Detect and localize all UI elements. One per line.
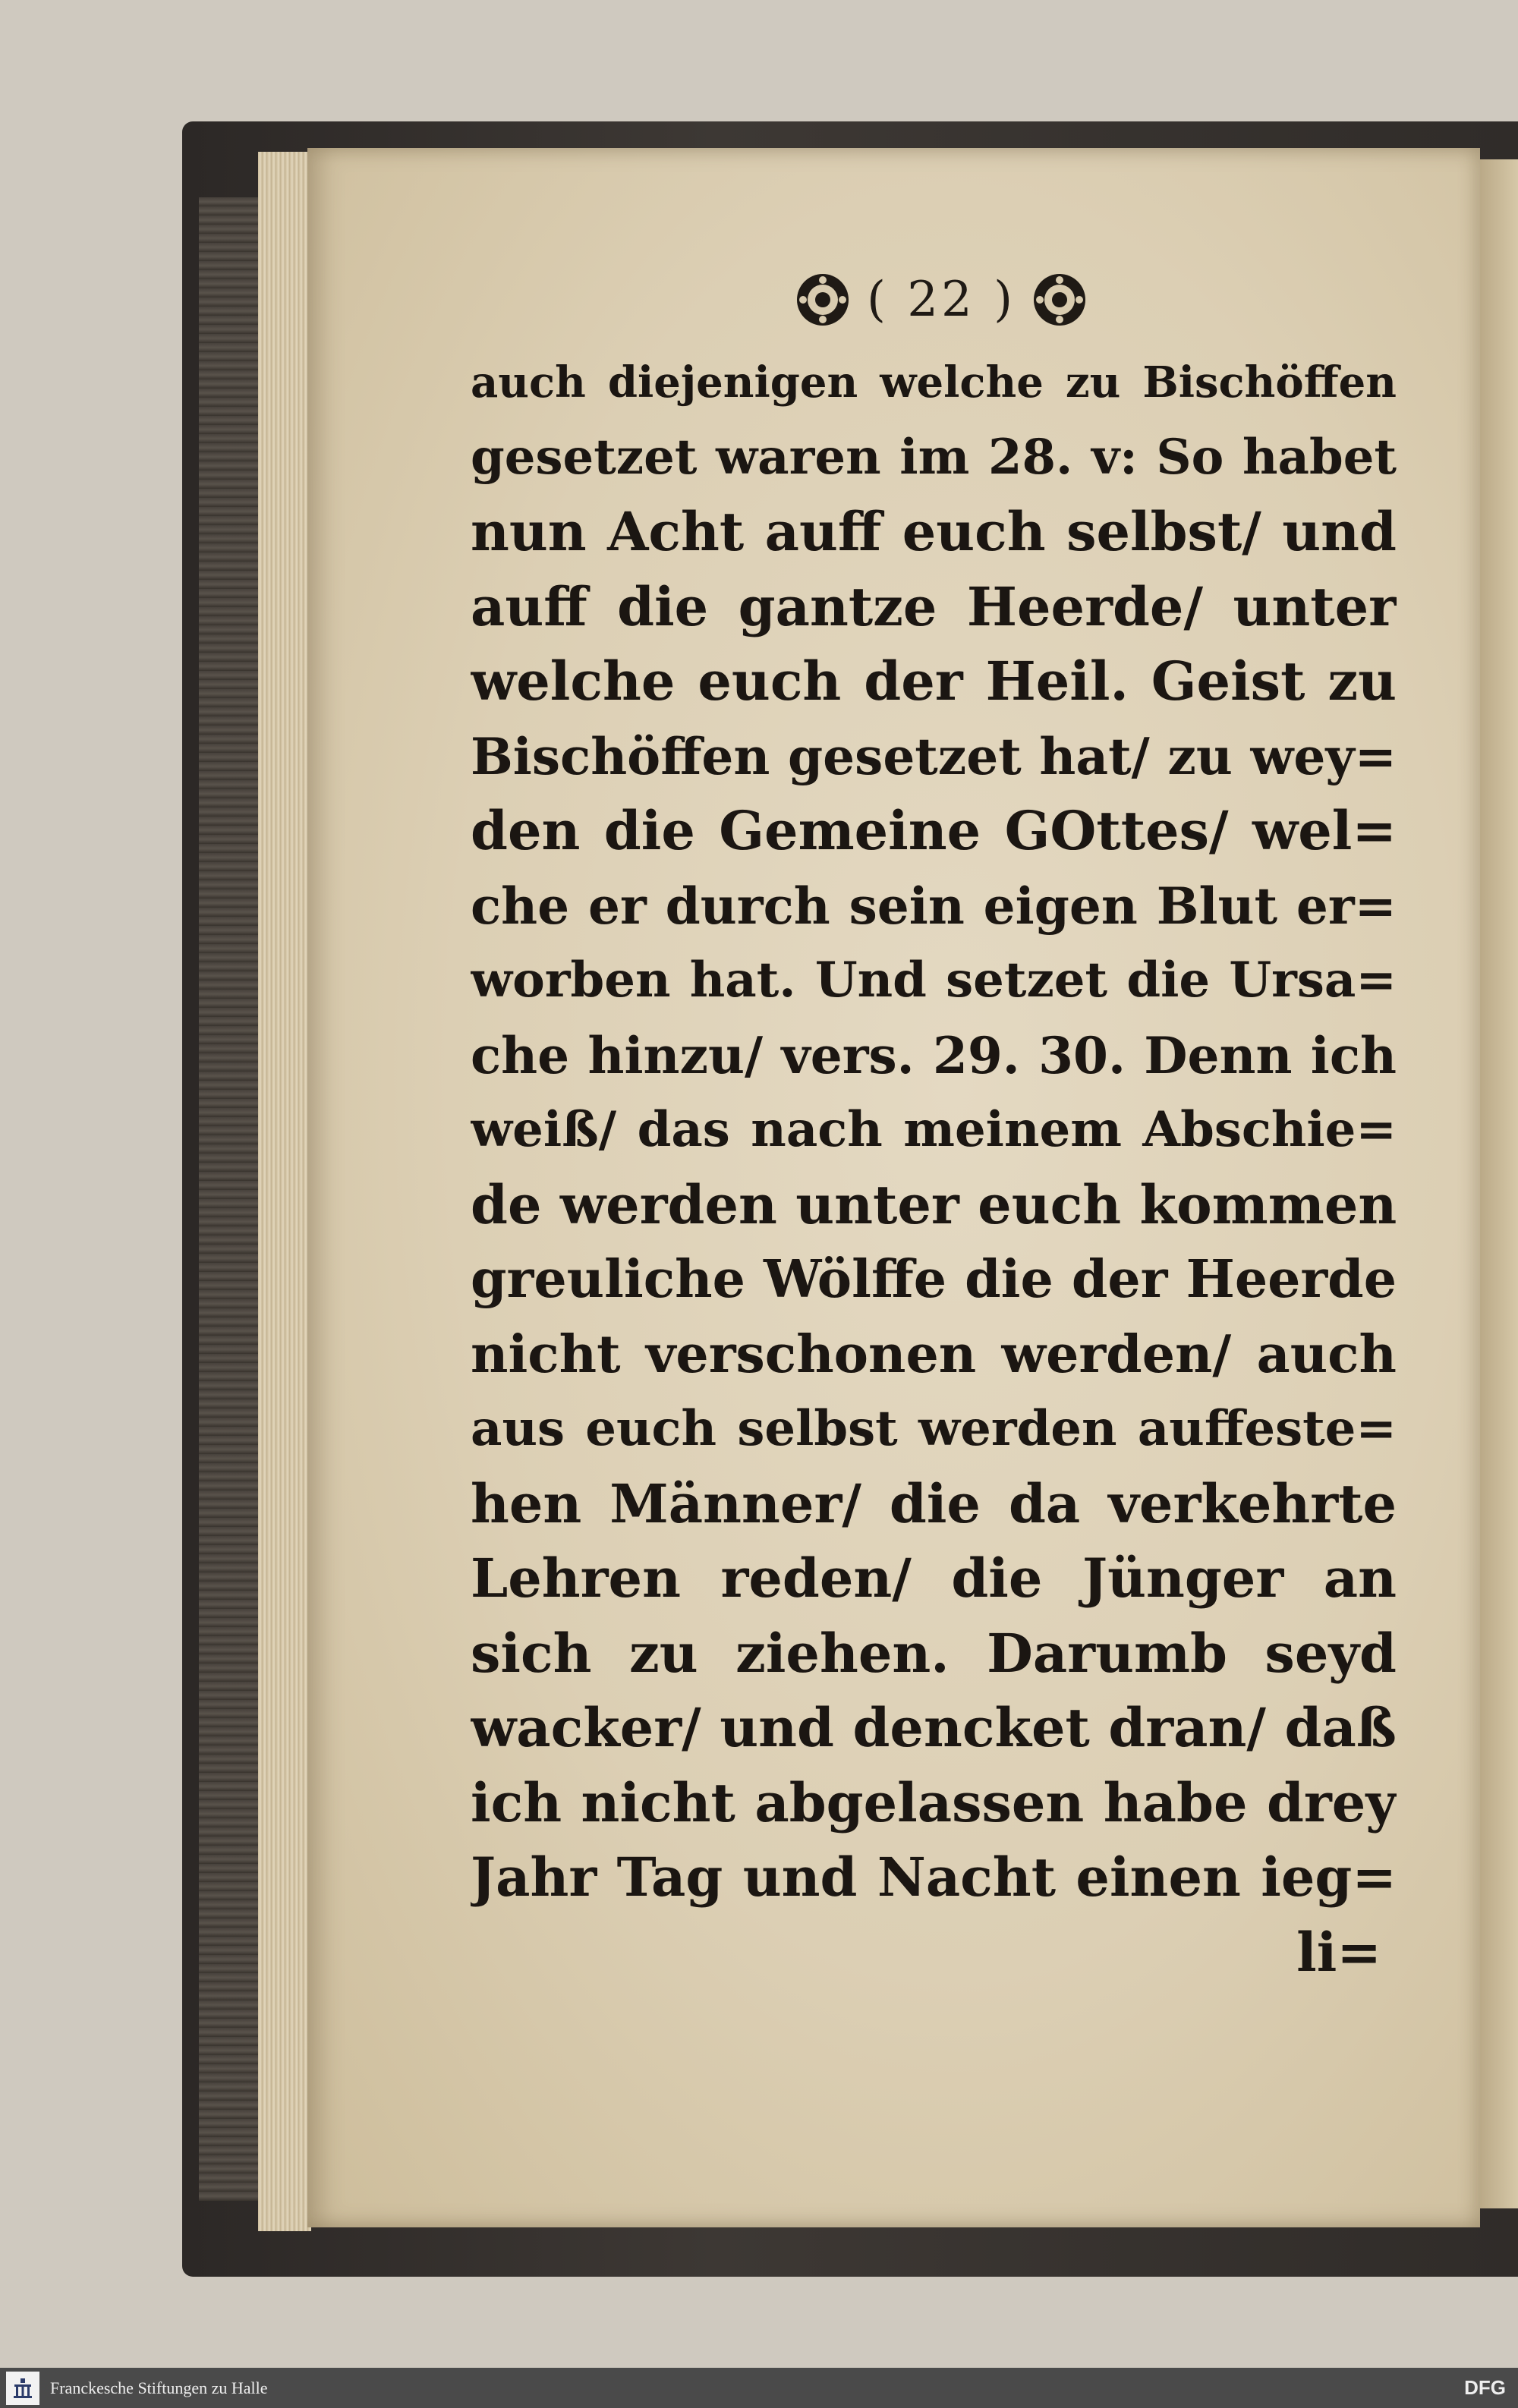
catchword: li= (1296, 1920, 1381, 1984)
text-line: Bischöffen gesetzet hat/ zu wey= (471, 726, 1397, 786)
text-line: ich nicht abgelassen habe drey (471, 1771, 1397, 1834)
text-line: Lehren reden/ die Jünger an (471, 1547, 1397, 1610)
page-header (767, 258, 1116, 342)
funder-logo-text: DFG (1464, 2376, 1506, 2399)
text-line: auch diejenigen welche zu Bischöffen (471, 357, 1397, 408)
rosette-ornament-right-icon (1031, 271, 1088, 329)
text-line: worben hat. Und setzet die Ursa= (471, 952, 1397, 1009)
book-spine-edge (199, 197, 258, 2201)
facing-page-edge (1479, 159, 1518, 2208)
text-line: wacker/ und dencket dran/ daß (471, 1696, 1397, 1759)
text-line: che hinzu/ vers. 29. 30. Denn ich (471, 1025, 1397, 1085)
text-line: nun Acht auff euch selbst/ und (471, 500, 1397, 563)
body-text (471, 345, 1397, 1990)
page-number: ( 22 ) (866, 272, 1016, 328)
text-line: nicht verschonen werden/ auch (471, 1324, 1397, 1385)
text-line: aus euch selbst werden auffeste= (471, 1400, 1397, 1457)
text-line: den die Gemeine GOttes/ wel= (471, 799, 1397, 862)
text-line: che er durch sein eigen Blut er= (471, 876, 1397, 936)
rosette-ornament-left-icon (794, 271, 852, 329)
text-line: gesetzet waren im 28. v: So habet (471, 428, 1397, 486)
text-line: Jahr Tag und Nacht einen ieg= (471, 1846, 1397, 1909)
text-line: sich zu ziehen. Darumb seyd (471, 1621, 1397, 1685)
text-line: de werden unter euch kommen (471, 1173, 1397, 1236)
page-stack-edges (258, 152, 311, 2231)
viewer-footer-bar (0, 2368, 1518, 2408)
text-line: welche euch der Heil. Geist zu (471, 650, 1397, 713)
text-line: auff die gantze Heerde/ unter (471, 574, 1397, 638)
institution-logo-icon (6, 2372, 39, 2405)
text-line: weiß/ das nach meinem Abschie= (471, 1101, 1397, 1158)
institution-name: Franckesche Stiftungen zu Halle (50, 2378, 268, 2397)
text-line: greuliche Wölffe die der Heerde (471, 1249, 1397, 1310)
text-line: hen Männer/ die da verkehrte (471, 1472, 1397, 1535)
